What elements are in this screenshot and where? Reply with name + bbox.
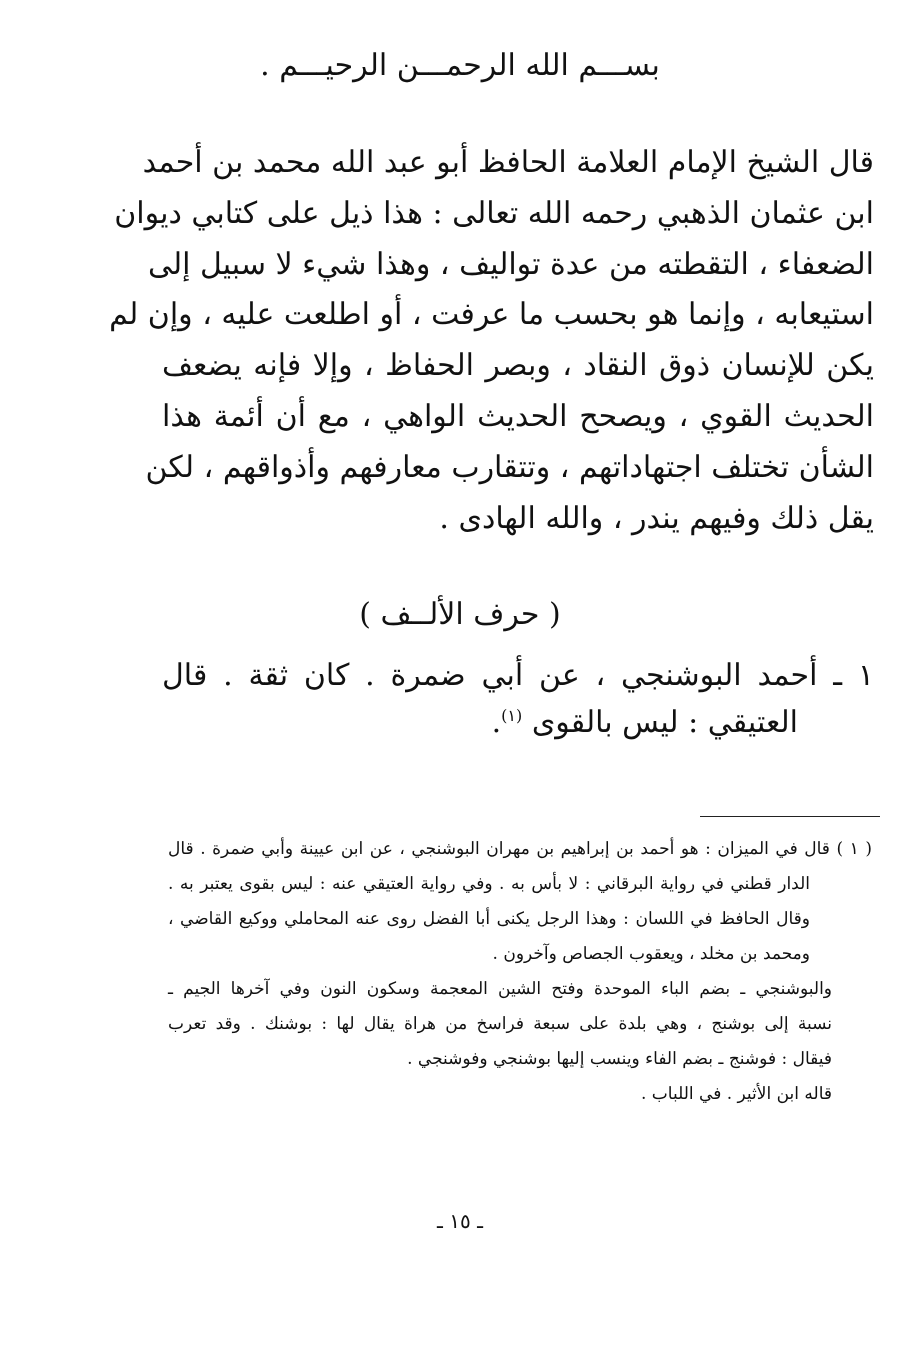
footnote-marker[interactable]: (١) xyxy=(501,706,523,725)
entry-text: العتيقي : ليس بالقوى xyxy=(531,705,798,740)
footnote-line: الدار قطني في رواية البرقاني : لا بأس به . وفي رواية العتيقي عنه : ليس بقوى يعتبر به . xyxy=(168,874,810,894)
basmala-heading: بســـم الله الرحمـــن الرحيـــم . xyxy=(260,48,660,83)
page-number: ـ ١٥ ـ xyxy=(437,1209,483,1233)
footnote-line: والبوشنجي ـ بضم الباء الموحدة وفتح الشين المعجمة وسكون النون وفي آخرها الجيم ـ xyxy=(168,979,832,999)
footnote-line: ومحمد بن مخلد ، ويعقوب الجصاص وآخرون . xyxy=(492,944,810,964)
intro-line: الضعفاء ، التقطته من عدة تواليف ، وهذا شيء لا سبيل إلى xyxy=(148,246,874,282)
footnote-line: فيقال : فوشنج ـ بضم الفاء وينسب إليها بوشنجي وفوشنجي . xyxy=(407,1049,832,1069)
intro-line: يقل ذلك وفيهم يندر ، والله الهادى . xyxy=(439,500,874,536)
entry-1 xyxy=(162,652,874,746)
intro-line: استيعابه ، وإنما هو بحسب ما عرفت ، أو اطلعت عليه ، وإن لم xyxy=(109,297,874,333)
intro-line: يكن للإنسان ذوق النقاد ، وبصر الحفاظ ، وإلا فإنه يضعف xyxy=(162,348,874,384)
footnote-line: ( ١ ) قال في الميزان : هو أحمد بن إبراهيم بن مهران البوشنجي ، عن ابن عيينة وأبي ضمرة . قال xyxy=(168,839,872,859)
intro-line: الشأن تختلف اجتهاداتهم ، وتتقارب معارفهم وأذواقهم ، لكن xyxy=(145,449,874,485)
entry-line: ١ ـ أحمد البوشنجي ، عن أبي ضمرة . كان ثقة . قال xyxy=(162,658,874,693)
footnote-line: وقال الحافظ في اللسان : وهذا الرجل يكنى أبا الفضل روى عنه المحاملي ووكيع القاضي ، xyxy=(168,909,810,929)
footnote-divider xyxy=(700,816,880,817)
entry-line xyxy=(162,699,874,746)
entry-end: . xyxy=(491,705,502,740)
intro-line: قال الشيخ الإمام العلامة الحافظ أبو عبد الله محمد بن أحمد xyxy=(142,145,874,180)
intro-line: الحديث القوي ، ويصحح الحديث الواهي ، مع أن أئمة هذا xyxy=(162,398,874,434)
intro-line: ابن عثمان الذهبي رحمه الله تعالى : هذا ذيل على كتابي ديوان xyxy=(114,195,874,231)
footnote-line: قاله ابن الأثير . في اللباب . xyxy=(640,1084,832,1104)
section-heading: ( حرف الألــف ) xyxy=(359,597,561,632)
intro-paragraph xyxy=(109,138,874,544)
footnotes xyxy=(168,832,872,1112)
footnote-line: نسبة إلى بوشنج ، وهي بلدة على سبعة فراسخ من هراة يقال لها : بوشنك . وقد تعرب xyxy=(168,1014,832,1034)
